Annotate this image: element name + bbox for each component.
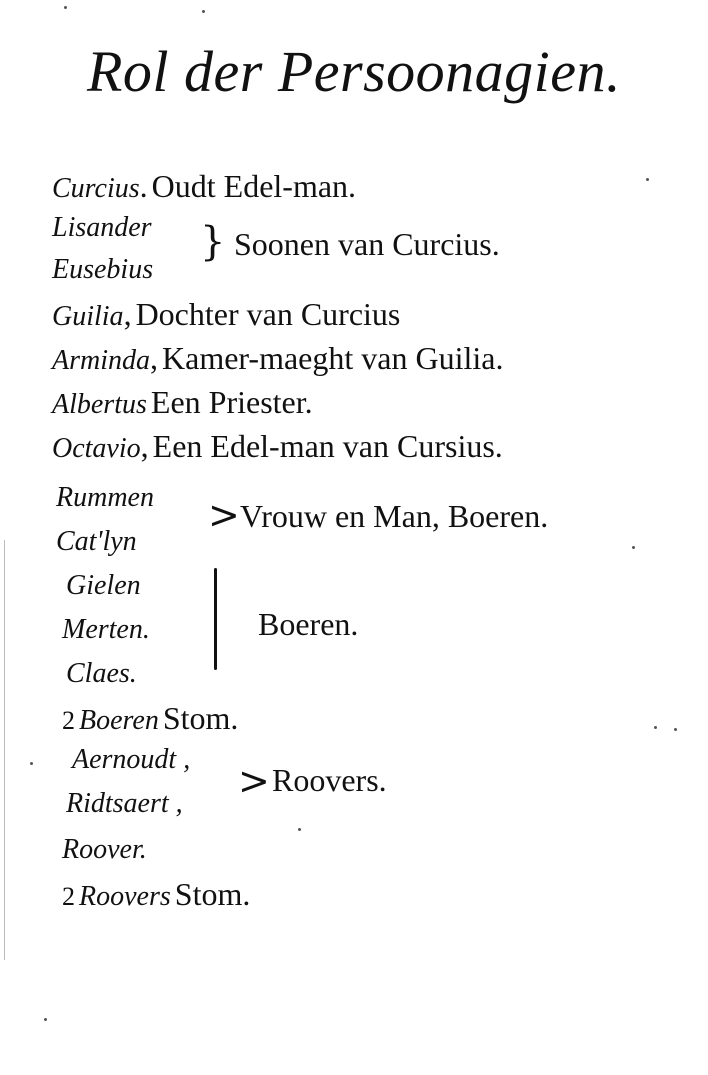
character-description: Stom. — [162, 700, 239, 736]
character-description: Vrouw en Man, Boeren. — [240, 498, 549, 534]
page-title: Rol der Persoonagien. — [86, 39, 622, 104]
character-name: Ridtsaert , — [66, 788, 183, 819]
brace-icon: } — [200, 219, 226, 265]
character-name: Curcius — [52, 173, 140, 204]
character-name: Albertus — [52, 389, 147, 420]
character-description: Een Priester. — [150, 384, 313, 420]
character-entry-guilia — [52, 296, 400, 333]
separator: . — [139, 168, 148, 204]
character-entry-ridtsaert — [66, 788, 183, 820]
separator: , — [140, 428, 149, 464]
character-description: Roovers. — [272, 762, 387, 798]
character-entry-arminda — [52, 340, 503, 377]
character-name: Roover. — [62, 834, 147, 865]
character-name: Aernoudt , — [72, 744, 191, 775]
character-entry-merten — [62, 614, 150, 646]
scan-speck — [64, 6, 67, 9]
character-entry-roovers-stom — [62, 876, 250, 913]
character-description: Dochter van Curcius — [135, 296, 401, 332]
character-name: Rummen — [56, 482, 154, 513]
character-description: Stom. — [174, 876, 251, 912]
character-entry-gielen — [66, 570, 141, 602]
character-entry-roover — [62, 834, 147, 866]
scan-speck — [646, 178, 649, 181]
character-entry-curcius — [52, 168, 356, 205]
brace-icon: > — [238, 759, 270, 803]
character-name: Cat'lyn — [56, 526, 137, 557]
character-description: Soonen van Curcius. — [234, 226, 500, 262]
character-name: Roovers — [79, 881, 171, 912]
character-name: Lisander — [52, 212, 152, 243]
scan-speck — [674, 728, 677, 731]
character-name: Guilia — [52, 301, 124, 332]
group-description-farmers — [258, 606, 358, 643]
separator: , — [123, 296, 132, 332]
scan-speck — [632, 546, 635, 549]
character-name: Arminda — [52, 345, 150, 376]
character-name: Octavio — [52, 433, 141, 464]
character-entry-boeren-stom — [62, 700, 238, 737]
character-entry-claes — [66, 658, 137, 690]
character-entry-rummen — [56, 482, 154, 514]
character-entry-catlyn — [56, 526, 137, 558]
brace-icon: > — [208, 493, 240, 537]
scan-speck — [654, 726, 657, 729]
character-count: 2 — [62, 706, 75, 735]
scan-edge-mark — [4, 540, 5, 960]
group-description-sons — [234, 226, 500, 263]
character-entry-eusebius — [52, 254, 153, 286]
scan-speck — [202, 10, 205, 13]
character-count: 2 — [62, 882, 75, 911]
separator: , — [150, 340, 158, 376]
group-description-couple — [240, 498, 548, 535]
scan-speck — [298, 828, 301, 831]
character-name: Claes. — [66, 658, 137, 689]
character-name: Merten. — [62, 614, 150, 645]
scan-speck — [44, 1018, 47, 1021]
character-description: Boeren. — [258, 606, 359, 642]
character-name: Boeren — [79, 705, 159, 736]
character-name: Gielen — [66, 570, 141, 601]
character-name: Eusebius — [52, 254, 154, 285]
character-entry-octavio — [52, 428, 503, 465]
character-description: Oudt Edel-man. — [151, 168, 357, 204]
character-description: Kamer-maeght van Guilia. — [162, 340, 504, 376]
character-entry-albertus — [52, 384, 313, 421]
character-description: Een Edel-man van Cursius. — [152, 428, 503, 464]
character-entry-lisander — [52, 212, 152, 244]
bracket-icon — [214, 568, 217, 670]
scan-speck — [30, 762, 33, 765]
character-entry-aernoudt — [72, 744, 190, 776]
group-description-robbers — [272, 762, 387, 799]
